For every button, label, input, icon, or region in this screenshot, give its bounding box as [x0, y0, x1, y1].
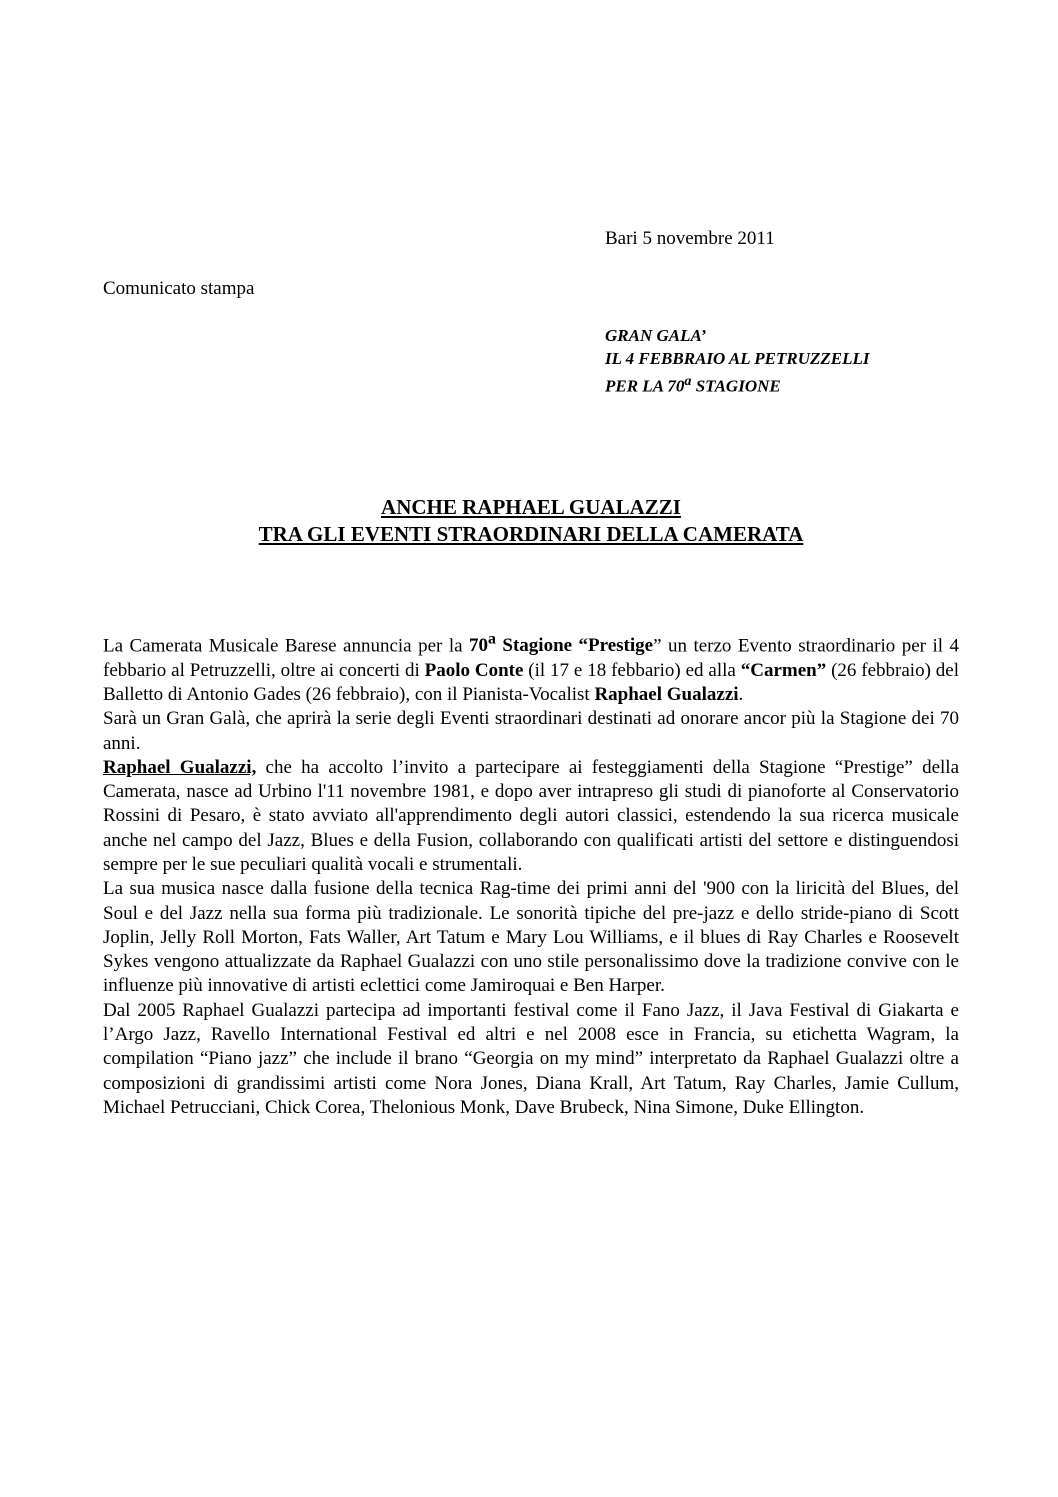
event-subheading [605, 325, 870, 396]
artist-name-paolo-conte: Paolo Conte [424, 659, 524, 681]
subheading-line-2: IL 4 FEBBRAIO AL PETRUZZELLI [605, 348, 870, 368]
paragraph-music-style: La sua musica nasce dalla fusione della tecnica Rag-time dei primi anni del '900 con la liricità del Blues, del Soul e del Jazz nella sua forma più tradizionale. Le sonorità tipiche del pre-jazz e dello stride-piano di Scott Joplin, Jelly Roll Morton, Fats Waller, Art Tatum e Mary Lou Williams, e il blues di Ray Charles e Roosevelt Sykes vengono attualizzate da Raphael Gualazzi con uno stile personalissimo dove la tradizione convive con le influenze più innovative di artisti eclettici come Jamiroquai e Ben Harper. [103, 878, 959, 997]
headline [103, 494, 959, 548]
season-number-value: 70 [469, 635, 488, 657]
paragraph-text: (il 17 e 18 febbario) ed alla [523, 659, 741, 681]
paragraph-text: (26 febbraio) del Balletto di Antonio Gades (26 febbraio), con il Pianista-Vocalist [103, 659, 959, 705]
paragraph-text: La Camerata Musicale Barese annuncia per la [103, 635, 469, 657]
paragraph-announcement [103, 628, 959, 707]
paragraph-text: che ha accolto l’invito a partecipare ai festeggiamenti della Stagione “Prestige” della Camerata, nasce ad Urbino l'11 novembre 1981, e dopo aver intrapreso gli studi di pianoforte al Conservatorio Rossini di Pesaro, è stato avviato all'apprendimento degli autori classici, estendendo la sua ricerca musicale anche nel campo del Jazz, Blues e della Fusion, collaborando con qualificati artisti del settore e distinguendosi sempre per le sue peculiari qualità vocali e strumentali. [103, 756, 959, 875]
paragraph-text: . [738, 683, 744, 705]
document-type-label: Comunicato stampa [103, 278, 255, 299]
article-body [103, 628, 959, 1120]
headline-line-2: TRA GLI EVENTI STRAORDINARI DELLA CAMERATA [258, 522, 804, 546]
season-name: Stagione “Prestige [495, 635, 654, 657]
season-number [469, 631, 654, 657]
subheading-ordinal: a [684, 373, 692, 389]
season-ordinal: a [488, 631, 496, 648]
paragraph-text: ” un terzo Evento straordinario per il 4 febbario al Petruzzelli, oltre ai concerti di [103, 635, 959, 681]
show-title-carmen: “Carmen” [740, 659, 827, 681]
subheading-line-3-end: STAGIONE [691, 376, 781, 396]
artist-name-raphael-gualazzi: Raphael Gualazzi [594, 683, 739, 705]
artist-name-underlined: Raphael Gualazzi, [103, 756, 257, 778]
paragraph-gala: Sarà un Gran Galà, che aprirà la serie degli Eventi straordinari destinati ad onorare ancor più la Stagione dei 70 anni. [103, 708, 959, 754]
paragraph-biography [103, 756, 959, 877]
subheading-line-3-text: PER LA 70 [605, 376, 685, 396]
headline-line-1: ANCHE RAPHAEL GUALAZZI [381, 495, 681, 519]
release-date: Bari 5 novembre 2011 [605, 228, 775, 249]
subheading-line-1: GRAN GALA’ [605, 326, 707, 345]
paragraph-festivals: Dal 2005 Raphael Gualazzi partecipa ad importanti festival come il Fano Jazz, il Java Festival di Giakarta e l’Argo Jazz, Ravello International Festival ed altri e nel 2008 esce in Francia, su etichetta Wagram, la compilation “Piano jazz” che include il brano “Georgia on my mind” interpretato da Raphael Gualazzi oltre a composizioni di grandissimi artisti come Nora Jones, Diana Krall, Art Tatum, Ray Charles, Jamie Cullum, Michael Petrucciani, Chick Corea, Thelonious Monk, Dave Brubeck, Nina Simone, Duke Ellington. [103, 999, 959, 1118]
subheading-line-3 [605, 370, 869, 396]
